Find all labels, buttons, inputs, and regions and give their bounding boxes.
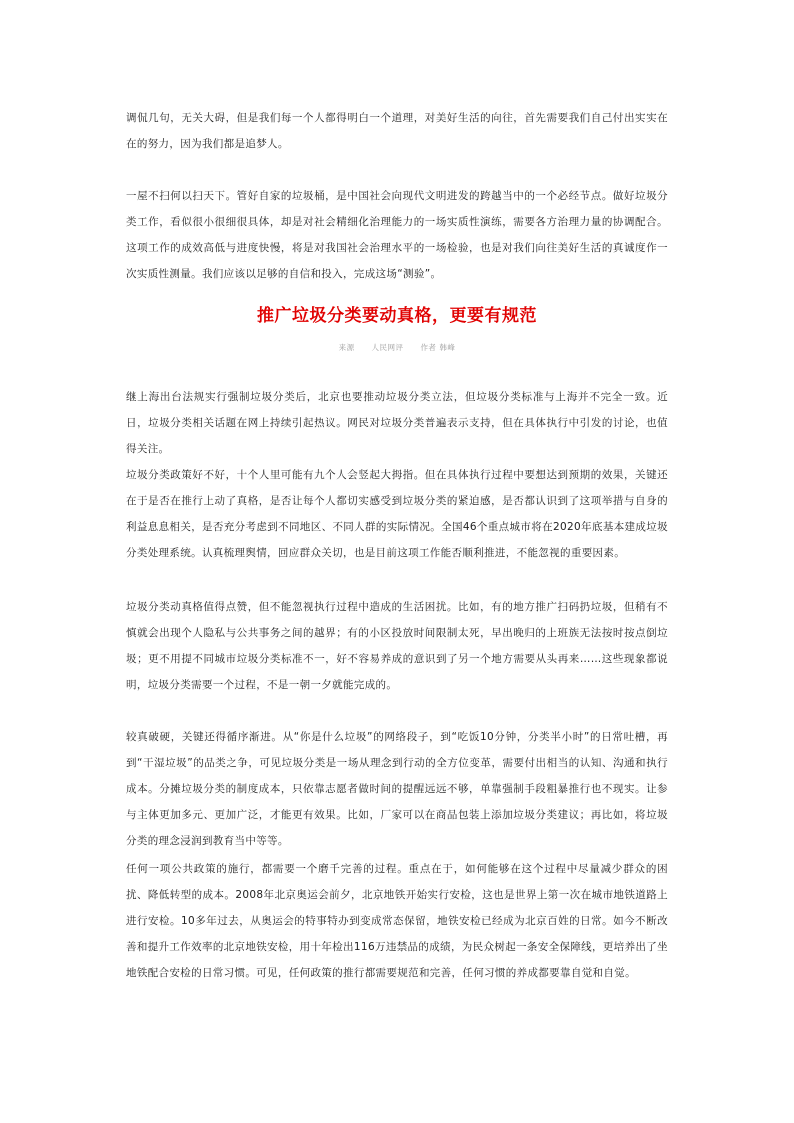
intro-paragraph-2: 一屋不扫何以扫天下。管好自家的垃圾桶，是中国社会向现代文明进发的跨越当中的一个必经节点。做好垃圾分类工作，看似很小很细很具体，却是对社会精细化治理能力的一场实质性演练，需要各方治理力量的协调配合。这项工作的成效高低与进度快慢，将是对我国社会治理水平的一场检验，也是对我们向往美好生活的真诚度作一次实质性测量。我们应该以足够的自信和投入，完成这场“测验”。	[126, 190, 668, 280]
article-title: 推广垃圾分类要动真格，更要有规范	[257, 306, 537, 326]
article-paragraph-5: 任何一项公共政策的施行，都需要一个磨千完善的过程。重点在于，如何能够在这个过程中尽量减少群众的困扰、降低转型的成本。2008年北京奥运会前夕，北京地铁开始实行安检，这也是世界上第一次在城市地铁道路上进行安检。10多年过去，从奥运会的特事特办到变成常态保留，地铁安检已经成为北京百姓的日常。如今不断改善和提升工作效率的北京地铁安检，用十年检出116万违禁品的成绩，为民众树起一条安全保障线，更培养出了坐地铁配合安检的日常习惯。可见，任何政策的推行都需要规范和完善，任何习惯的养成都要靠自觉和自觉。	[126, 863, 668, 979]
article-paragraph-1: 继上海出台法规实行强制垃圾分类后，北京也要推动垃圾分类立法，但垃圾分类标准与上海并不完全一致。近日，垃圾分类相关话题在网上持续引起热议。网民对垃圾分类普遍表示支持，但在具体执行中引发的讨论，也值得关注。	[126, 391, 668, 455]
article-byline	[126, 341, 668, 355]
article-paragraph-4: 较真破硬，关键还得循序渐进。从“你是什么垃圾”的网络段子，到“吃饭10分钟，分类半小时”的日常吐槽，再到“干湿垃圾”的品类之争，可见垃圾分类是一场从理念到行动的全方位变革，需要付出相当的认知、沟通和执行成本。分摊垃圾分类的制度成本，只依靠志愿者做时间的提醒远远不够，单靠强制手段粗暴推行也不现实。让参与主体更加多元、更加广泛，才能更有效果。比如，厂家可以在商品包装上添加垃圾分类建议；再比如，将垃圾分类的理念浸润到教育当中等等。	[126, 731, 668, 847]
byline-publisher: 人民网评	[371, 343, 404, 352]
article-paragraph-2: 垃圾分类政策好不好，十个人里可能有九个人会竖起大拇指。但在具体执行过程中要想达到预期的效果，关键还在于是否在推行上动了真格，是否让每个人都切实感受到垃圾分类的紧迫感，是否都认识到了这项举措与自身的利益息息相关，是否充分考虑到不同地区、不同人群的实际情况。全国46个重点城市将在2020年底基本建成垃圾分类处理系统。认真梳理舆情，回应群众关切，也是目前这项工作能否顺利推进，不能忽视的重要因素。	[126, 469, 668, 559]
byline-source-label: 来源	[338, 343, 355, 352]
byline-author: 作者 韩峰	[420, 343, 456, 352]
article-paragraph-3: 垃圾分类动真格值得点赞，但不能忽视执行过程中造成的生活困扰。比如，有的地方推广扫码扔垃圾，但稍有不慎就会出现个人隐私与公共事务之间的越界；有的小区投放时间限制太死，早出晚归的上班族无法按时按点倒垃圾；更不用提不同城市垃圾分类标准不一，好不容易养成的意识到了另一个地方需要从头再来……这些现象都说明，垃圾分类需要一个过程，不是一朝一夕就能完成的。	[126, 601, 668, 691]
intro-paragraph-1: 调侃几句，无关大碍，但是我们每一个人都得明白一个道理，对美好生活的向往，首先需要我们自己付出实实在在的努力，因为我们都是追梦人。	[126, 112, 668, 150]
